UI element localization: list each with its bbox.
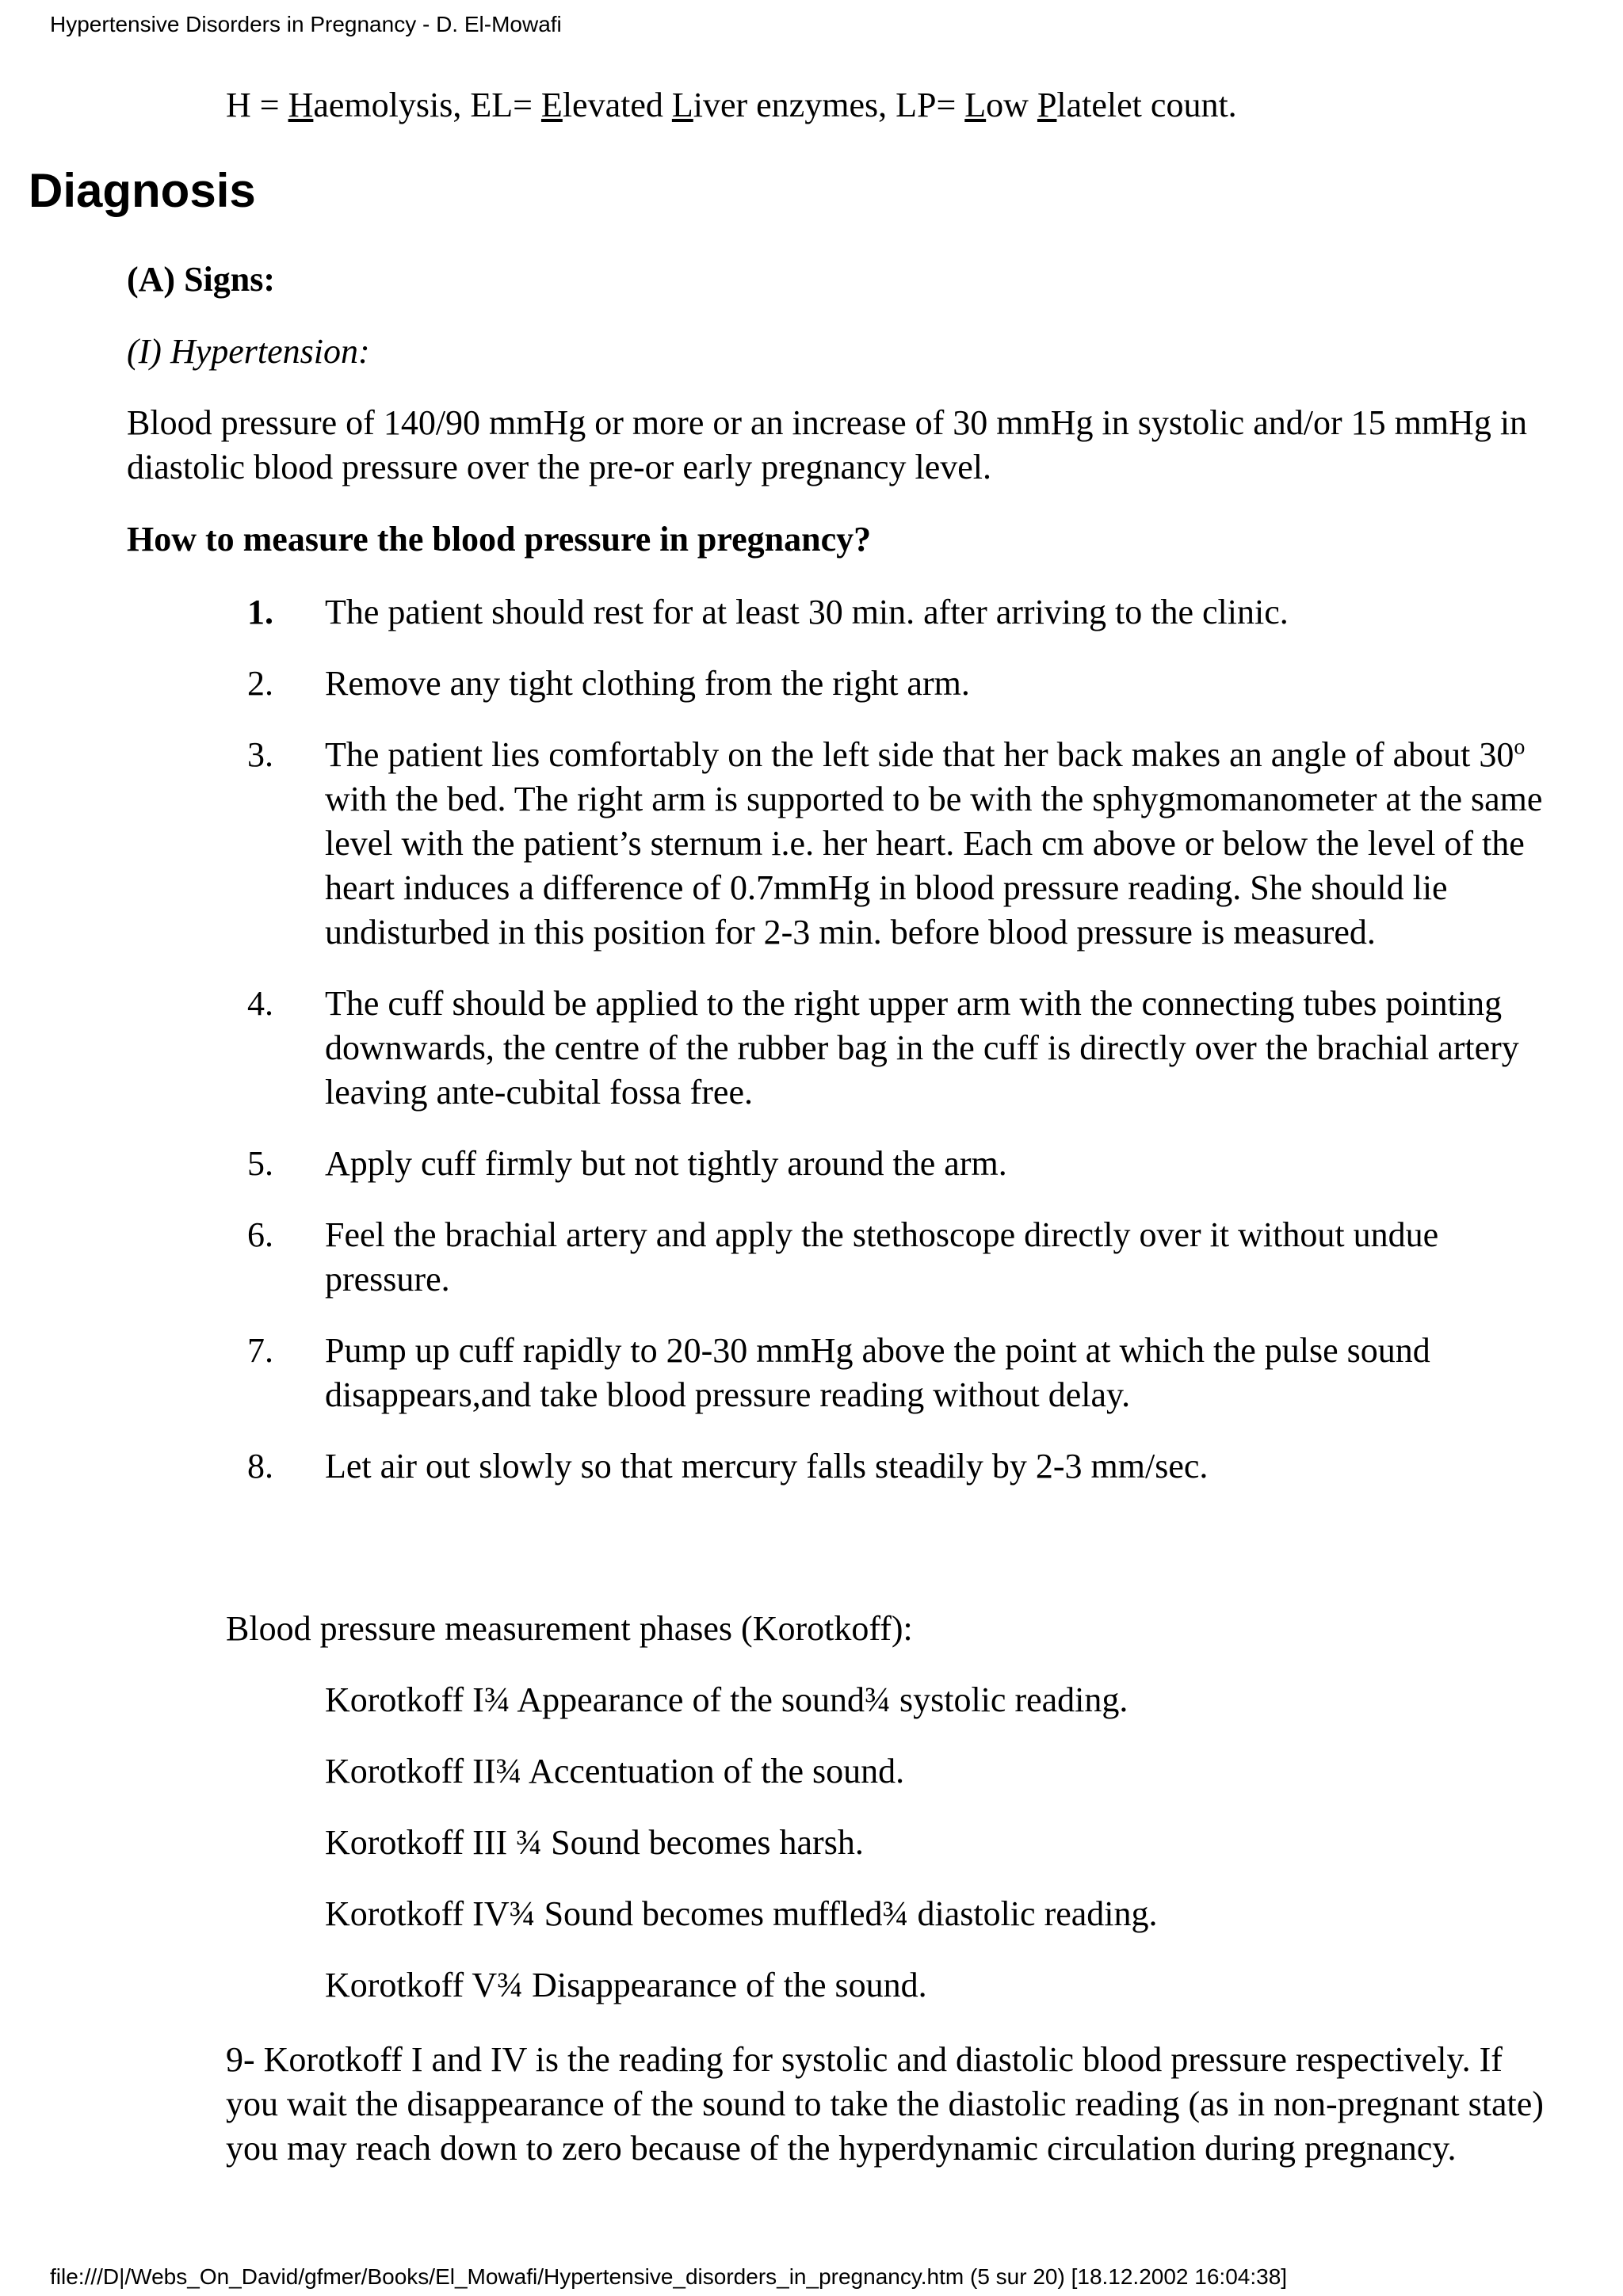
step-text-part: The patient lies comfortably on the left side that her back makes an angle of about 30 (325, 735, 1514, 774)
list-item: Korotkoff V¾ Disappearance of the sound. (325, 1966, 927, 2004)
korotkoff-phases-list (325, 1678, 1158, 2035)
step-number: 2. (247, 664, 273, 703)
abbr-underlined-letter: P (1037, 86, 1057, 124)
howto-heading: How to measure the blood pressure in pregnancy? (127, 520, 872, 559)
step-number: 3. (247, 735, 273, 774)
step-number: 6. (247, 1215, 273, 1254)
step-number: 5. (247, 1144, 273, 1183)
step-number: 1. (247, 593, 273, 631)
note-paragraph-9: 9- Korotkoff I and IV is the reading for systolic and diastolic blood pressure respectively. If you wait the disappearance of the sound to take the diastolic reading (as in non-pregnant state) you may reach down to zero because of the hyperdynamic circulation during pregnancy. (226, 2040, 1544, 2168)
abbr-underlined-letter: L (964, 86, 987, 124)
abbr-text: H = (226, 86, 288, 124)
page-footer-url: file:///D|/Webs_On_David/gfmer/Books/El_Mowafi/Hypertensive_disorders_in_pregnancy.htm (5 sur 20) [18.12.2002 16:04:38] (50, 2264, 1288, 2289)
abbr-text: ow (986, 86, 1037, 124)
list-item (127, 590, 1569, 635)
subheading-hypertension: (I) Hypertension: (127, 332, 370, 371)
list-item: Korotkoff I¾ Appearance of the sound¾ systolic reading. (325, 1680, 1128, 1719)
abbr-text: levated (562, 86, 672, 124)
step-text: Remove any tight clothing from the right arm. (325, 664, 970, 703)
step-text: Pump up cuff rapidly to 20-30 mmHg above the point at which the pulse sound disappears,and take blood pressure reading without delay. (325, 1331, 1430, 1414)
step-text: Feel the brachial artery and apply the stethoscope directly over it without undue pressure. (325, 1215, 1439, 1299)
abbr-underlined-letter: E (540, 86, 563, 124)
abbr-underlined-letter: H (288, 86, 314, 124)
step-text: The patient should rest for at least 30 min. after arriving to the clinic. (325, 593, 1289, 631)
abbr-text: latelet count. (1056, 86, 1237, 124)
list-item (127, 1444, 1569, 1489)
bp-definition-paragraph: Blood pressure of 140/90 mmHg or more or an increase of 30 mmHg in systolic and/or 15 mmHg in diastolic blood pressure over the pre-or early pregnancy level. (127, 403, 1528, 486)
step-text: Let air out slowly so that mercury falls steadily by 2-3 mm/sec. (325, 1447, 1209, 1486)
list-item: Korotkoff IV¾ Sound becomes muffled¾ diastolic reading. (325, 1894, 1158, 1933)
step-text-part: with the bed. The right arm is supported to be with the sphygmomanometer at the same level with the patient’s sternum i.e. her heart. Each cm above or below the level of the heart induces a difference of 0.7mmHg in blood pressure reading. She should lie undisturbed in this position for 2-3 min. before blood pressure is measured. (325, 780, 1543, 952)
list-item (127, 662, 1569, 706)
section-heading-diagnosis: Diagnosis (29, 164, 256, 217)
step-text (325, 733, 1569, 955)
step-number: 8. (247, 1447, 273, 1486)
list-item (127, 982, 1569, 1115)
abbr-text: iver enzymes, LP= (693, 86, 965, 124)
list-item (127, 1213, 1569, 1302)
measurement-steps-list (127, 590, 1569, 1516)
korotkoff-phases-title: Blood pressure measurement phases (Korotkoff): (226, 1609, 913, 1648)
abbreviation-line (226, 83, 1237, 128)
page-header-title: Hypertensive Disorders in Pregnancy - D. El-Mowafi (50, 12, 562, 36)
step-text: The cuff should be applied to the right upper arm with the connecting tubes pointing downwards, the centre of the rubber bag in the cuff is directly over the brachial artery leaving ante-cubital fossa free. (325, 984, 1519, 1112)
subheading-signs: (A) Signs: (127, 260, 276, 299)
abbr-text: aemolysis, EL= (313, 86, 541, 124)
step-number: 4. (247, 984, 273, 1023)
step-text: Apply cuff firmly but not tightly around the arm. (325, 1144, 1007, 1183)
list-item (127, 1329, 1569, 1417)
step-number: 7. (247, 1331, 273, 1370)
list-item (127, 733, 1569, 955)
abbr-underlined-letter: L (671, 86, 693, 124)
list-item: Korotkoff II¾ Accentuation of the sound. (325, 1752, 905, 1791)
list-item: Korotkoff III ¾ Sound becomes harsh. (325, 1823, 864, 1862)
list-item (127, 1142, 1569, 1186)
degree-superscript: o (1514, 734, 1526, 760)
